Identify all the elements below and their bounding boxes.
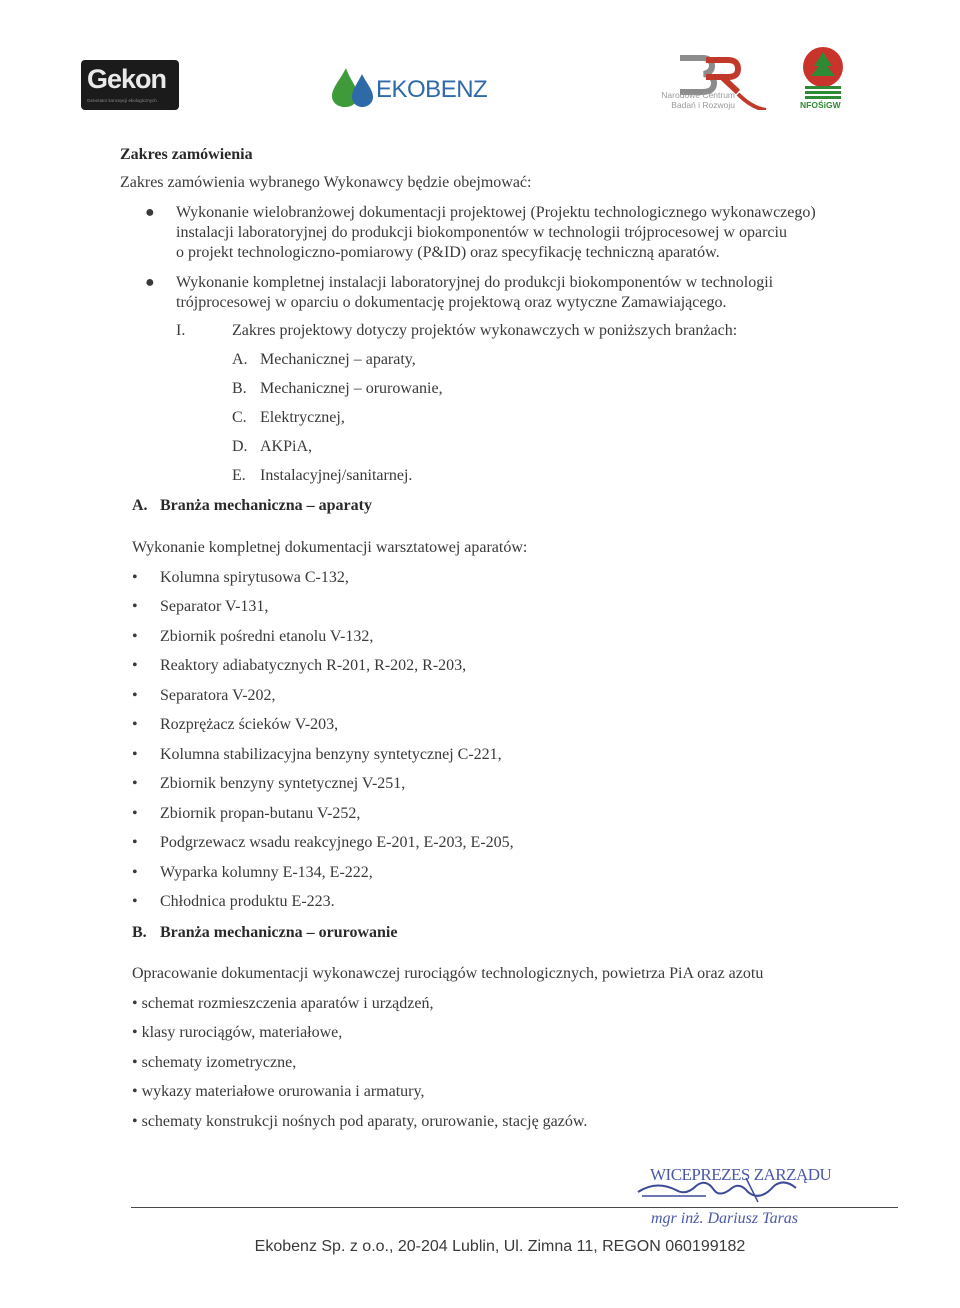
apparatus-item: Podgrzewacz wsadu reakcyjnego E-201, E-203, E-205,: [160, 834, 514, 851]
nfosigw-logo-text: NFOŚiGW: [800, 100, 841, 110]
ncbr-line-1: Narodowe Centrum: [661, 90, 735, 100]
bullet-2-line-2: trójprocesowej w oparciu o dokumentację projektową oraz wytyczne Zamawiającego.: [176, 294, 727, 311]
ekobenz-drops-icon: [330, 66, 376, 108]
stamp-name: mgr inż. Dariusz Taras: [651, 1210, 799, 1227]
section-a-bullet: •: [132, 746, 138, 763]
bullet-dot-2: ●: [145, 274, 155, 291]
nfosigw-logo-icon: [800, 46, 846, 100]
section-a-letter: A.: [132, 497, 148, 514]
gekon-logo-text: Gekon: [87, 64, 167, 94]
section-b-intro: Opracowanie dokumentacji wykonawczej rurociągów technologicznych, powietrza PiA oraz azotu: [132, 965, 764, 982]
scope-item-text: Elektrycznej,: [260, 409, 345, 426]
section-b-title: Branża mechaniczna – orurowanie: [160, 924, 398, 941]
section-a-bullet: •: [132, 628, 138, 645]
intro-text: Zakres zamówienia wybranego Wykonawcy będzie obejmować:: [120, 174, 532, 191]
scope-text: Zakres projektowy dotyczy projektów wykonawczych w poniższych branżach:: [232, 322, 738, 339]
section-a-bullet: •: [132, 805, 138, 822]
apparatus-item: Zbiornik benzyny syntetycznej V-251,: [160, 775, 406, 792]
scope-item-letter: A.: [232, 351, 248, 368]
footer-address: Ekobenz Sp. z o.o., 20-204 Lublin, Ul. Zimna 11, REGON 060199182: [254, 1238, 746, 1255]
scope-item-text: Instalacyjnej/sanitarnej.: [260, 467, 413, 484]
apparatus-item: Zbiornik pośredni etanolu V-132,: [160, 628, 374, 645]
bullet-dot-1: ●: [145, 204, 155, 221]
ekobenz-logo-text: EKOBENZ: [376, 76, 488, 103]
scope-item-letter: E.: [232, 467, 246, 484]
section-a-intro: Wykonanie kompletnej dokumentacji warsztatowej aparatów:: [132, 539, 528, 556]
bullet-1-line-3: o projekt technologiczno-pomiarowy (P&ID) oraz specyfikację techniczną aparatów.: [176, 244, 720, 261]
section-a-bullet: •: [132, 569, 138, 586]
section-b-letter: B.: [132, 924, 147, 941]
section-a-bullet: •: [132, 598, 138, 615]
section-a-bullet: •: [132, 834, 138, 851]
piping-doc-item: • schemat rozmieszczenia aparatów i urządzeń,: [132, 995, 434, 1012]
apparatus-item: Separatora V-202,: [160, 687, 276, 704]
scope-item-letter: D.: [232, 438, 248, 455]
section-title: Zakres zamówienia: [120, 146, 253, 163]
scope-item-text: Mechanicznej – orurowanie,: [260, 380, 443, 397]
apparatus-item: Separator V-131,: [160, 598, 269, 615]
scope-item-text: Mechanicznej – aparaty,: [260, 351, 416, 368]
section-a-bullet: •: [132, 864, 138, 881]
apparatus-item: Rozprężacz ścieków V-203,: [160, 716, 339, 733]
piping-doc-item: • klasy rurociągów, materiałowe,: [132, 1024, 343, 1041]
ncbr-logo-text: [640, 90, 735, 110]
section-a-title: Branża mechaniczna – aparaty: [160, 497, 372, 514]
signature-line: [131, 1207, 898, 1208]
section-a-bullet: •: [132, 657, 138, 674]
ncbr-line-2: Badań i Rozwoju: [671, 100, 735, 110]
apparatus-item: Zbiornik propan-butanu V-252,: [160, 805, 361, 822]
section-a-bullet: •: [132, 716, 138, 733]
scope-numeral: I.: [176, 322, 186, 339]
apparatus-item: Chłodnica produktu E-223.: [160, 893, 335, 910]
bullet-2-line-1: Wykonanie kompletnej instalacji laboratoryjnej do produkcji biokomponentów w technologii: [176, 274, 774, 291]
scope-item-letter: B.: [232, 380, 247, 397]
bullet-1-line-2: instalacji laboratoryjnej do produkcji biokomponentów w technologii trójprocesowej w oparciu: [176, 224, 787, 241]
section-a-bullet: •: [132, 893, 138, 910]
gekon-logo-tagline: Generator koncepcji ekologicznych: [87, 98, 157, 103]
handwritten-signature: [636, 1174, 806, 1204]
piping-doc-item: • schematy konstrukcji nośnych pod aparaty, orurowanie, stację gazów.: [132, 1113, 588, 1130]
stamp-title: WICEPREZES ZARZĄDU: [650, 1165, 832, 1184]
scope-item-letter: C.: [232, 409, 247, 426]
gekon-logo: [81, 60, 179, 110]
section-a-bullet: •: [132, 775, 138, 792]
apparatus-item: Kolumna stabilizacyjna benzyny syntetycznej C-221,: [160, 746, 502, 763]
apparatus-item: Reaktory adiabatycznych R-201, R-202, R-203,: [160, 657, 467, 674]
piping-doc-item: • wykazy materiałowe orurowania i armatury,: [132, 1083, 425, 1100]
scope-item-text: AKPiA,: [260, 438, 313, 455]
apparatus-item: Kolumna spirytusowa C-132,: [160, 569, 349, 586]
bullet-1-line-1: Wykonanie wielobranżowej dokumentacji projektowej (Projektu technologicznego wykonawczego): [176, 204, 816, 221]
piping-doc-item: • schematy izometryczne,: [132, 1054, 297, 1071]
apparatus-item: Wyparka kolumny E-134, E-222,: [160, 864, 373, 881]
section-a-bullet: •: [132, 687, 138, 704]
